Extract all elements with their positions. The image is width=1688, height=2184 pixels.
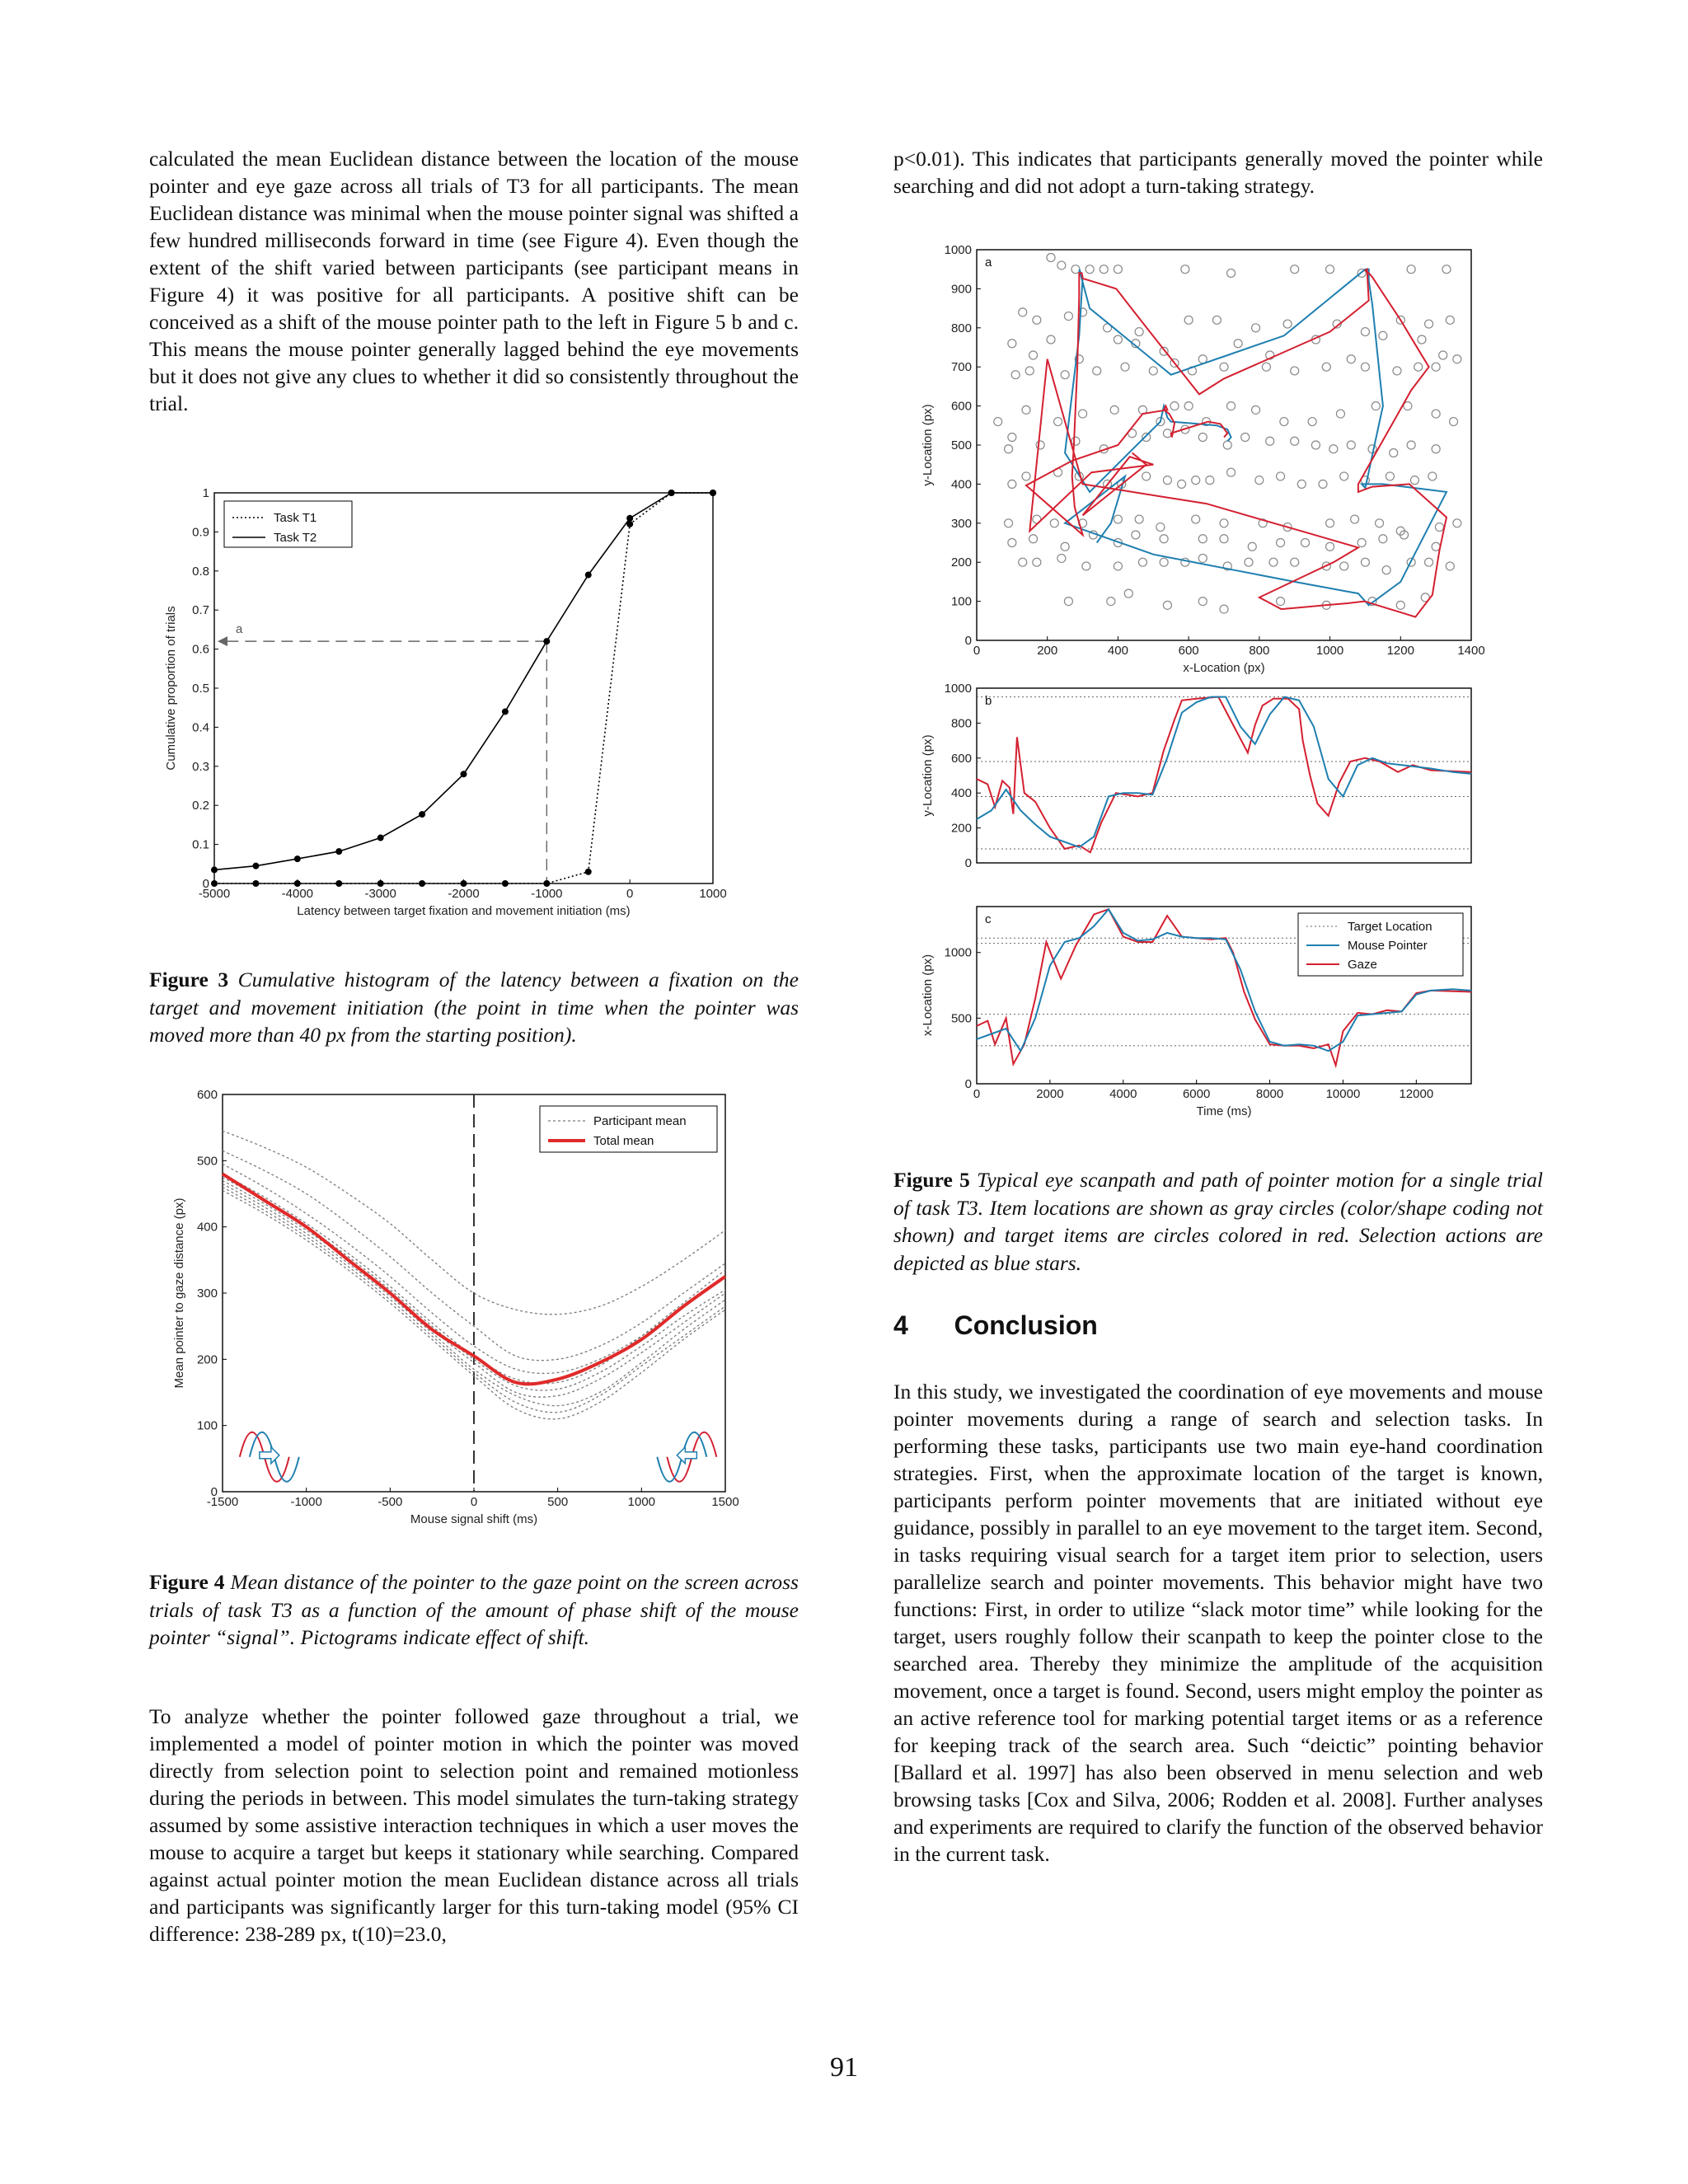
item-circle: [1019, 558, 1027, 566]
item-circle: [1446, 316, 1454, 324]
figure-5-label: Figure 5: [893, 1168, 970, 1192]
y-tick-label: 0: [964, 856, 972, 870]
y-tick-label: 400: [196, 1220, 218, 1235]
item-circle: [1227, 402, 1236, 410]
figure-5-caption: [893, 1166, 1543, 1277]
item-circle: [1033, 316, 1041, 324]
y-tick-label: 600: [950, 399, 972, 414]
item-circle: [1347, 441, 1355, 449]
x-tick-label: 1500: [711, 1495, 739, 1509]
item-circle: [1160, 558, 1168, 566]
item-circle: [1382, 566, 1390, 574]
item-circle: [1100, 265, 1108, 274]
y-tick-label: 0.9: [192, 525, 209, 540]
y-tick-label: 400: [950, 786, 972, 801]
x-tick-label: 2000: [1036, 1087, 1064, 1101]
y-tick-label: 800: [950, 716, 972, 731]
item-circle: [1336, 410, 1344, 418]
left-column-bottom: [149, 1703, 799, 1947]
item-circle: [1432, 410, 1440, 418]
item-circle: [1025, 367, 1034, 375]
item-circle: [1308, 418, 1316, 426]
y-tick-label: 1: [202, 486, 209, 500]
panel-c-label: c: [985, 912, 992, 926]
y-tick-label: 0.4: [192, 720, 209, 735]
item-circle: [1390, 448, 1398, 457]
figure-3-label: Figure 3: [149, 968, 229, 991]
item-circle: [1277, 539, 1285, 547]
data-point: [710, 490, 716, 496]
item-circle: [1223, 441, 1231, 449]
item-circle: [1149, 367, 1157, 375]
item-circle: [1396, 601, 1404, 609]
item-circle: [1351, 515, 1359, 523]
y-axis-label: x-Location (px): [921, 954, 935, 1037]
item-circle: [1192, 515, 1200, 523]
item-circle: [1170, 402, 1179, 410]
item-circle: [1156, 523, 1165, 532]
item-circle: [1029, 535, 1038, 543]
item-circle: [1184, 402, 1193, 410]
item-circle: [1347, 355, 1355, 363]
item-circle: [1372, 402, 1380, 410]
section-heading: [893, 1310, 1098, 1341]
item-circle: [1329, 445, 1338, 453]
y-tick-label: 600: [950, 751, 972, 766]
y-tick-label: 1000: [944, 945, 972, 960]
x-tick-label: 1000: [699, 887, 727, 901]
item-circle: [1022, 472, 1030, 480]
y-tick-label: 400: [950, 477, 972, 492]
y-tick-label: 500: [950, 438, 972, 452]
y-tick-label: 300: [950, 516, 972, 531]
left-paragraph-2: To analyze whether the pointer followed gaze throughout a trial, we implemented a model of pointer motion in which the pointer was moved directly from selection point to selection point and remained motionless during the periods in between. This model simulates the turn-taking strategy assumed by some assistive interaction techniques in which a user moves the mouse to acquire a target but keeps it stationary while searching. Compared against actual pointer motion the mean Euclidean distance across all trials and participants was significantly larger for this turn-taking model (95% CI difference: 238-289 px, t(10)=23.0,: [149, 1704, 799, 1946]
x-tick-label: -5000: [198, 887, 231, 901]
x-axis-label: x-Location (px): [1183, 661, 1265, 675]
y-tick-label: 0: [202, 877, 209, 891]
y-tick-label: 200: [196, 1352, 218, 1367]
item-circle: [1291, 265, 1299, 274]
x-tick-label: -1500: [206, 1495, 239, 1509]
data-point: [626, 515, 633, 522]
y-tick-label: 700: [950, 360, 972, 375]
pointer-path-a: [1065, 269, 1447, 606]
y-tick-label: 0.1: [192, 837, 209, 852]
item-circle: [1326, 519, 1334, 527]
item-circle: [1277, 598, 1285, 606]
y-tick-label: 200: [950, 555, 972, 570]
item-circle: [1206, 476, 1214, 485]
figure-5: [907, 243, 1500, 1129]
shift-pictogram-icon: [657, 1432, 716, 1482]
x-tick-label: 12000: [1399, 1087, 1434, 1101]
right-column: [893, 145, 1543, 199]
item-circle: [1061, 542, 1069, 551]
item-circle: [1071, 437, 1080, 445]
item-circle: [1407, 265, 1415, 274]
item-circle: [1291, 437, 1299, 445]
item-circle: [1418, 335, 1426, 344]
item-circle: [1432, 363, 1440, 371]
item-circle: [1361, 363, 1369, 371]
item-circle: [1439, 351, 1447, 359]
item-circle: [1252, 324, 1260, 332]
item-circle: [1064, 312, 1072, 321]
y-tick-label: 0: [210, 1485, 218, 1499]
x-tick-label: 500: [547, 1495, 569, 1509]
item-circle: [1280, 418, 1288, 426]
item-circle: [994, 418, 1002, 426]
item-circle: [1142, 434, 1151, 442]
left-column: [149, 145, 799, 417]
gaze-path-a: [1026, 269, 1447, 617]
y-tick-label: 0.2: [192, 799, 209, 813]
item-circle: [1446, 562, 1454, 570]
item-circle: [1252, 405, 1260, 414]
x-tick-label: 0: [470, 1495, 478, 1509]
item-circle: [1453, 519, 1461, 527]
y-tick-label: 0.3: [192, 759, 209, 774]
right-column-bottom: [893, 1378, 1543, 1868]
item-circle: [1008, 434, 1016, 442]
data-point: [252, 880, 259, 887]
y-tick-label: 0: [964, 634, 972, 648]
item-circle: [1432, 542, 1440, 551]
item-circle: [1008, 340, 1016, 348]
left-paragraph-1: calculated the mean Euclidean distance between the location of the mouse pointer and eye gaze across all trials of T3 for all participants. The mean Euclidean distance was minimal when the mouse pointer signal was shifted a few hundred milliseconds forward in time (see Figure 4). Even though the extent of the shift varied between participants (see participant means in Figure 4) it was positive for all participants. A positive shift can be conceived as a shift of the mouse pointer path to the left in Figure 5 b and c. This means the mouse pointer generally lagged behind the eye movements but it does not give any clues to whether it did so consistently throughout the trial.: [149, 147, 799, 415]
item-circle: [1376, 519, 1384, 527]
data-point: [377, 880, 384, 887]
item-circle: [1361, 558, 1369, 566]
item-circle: [1079, 410, 1087, 418]
data-point: [294, 855, 301, 862]
item-circle: [1255, 476, 1264, 485]
item-circle: [1301, 539, 1310, 547]
item-circle: [1407, 441, 1415, 449]
item-circle: [1442, 265, 1451, 274]
x-tick-label: 6000: [1182, 1087, 1211, 1101]
data-point: [419, 811, 425, 818]
item-circle: [1220, 363, 1228, 371]
item-circle: [1291, 367, 1299, 375]
panel-a-label: a: [985, 255, 992, 269]
item-circle: [1410, 476, 1418, 485]
item-circle: [1057, 261, 1066, 269]
series-line-task-t1: [214, 493, 713, 883]
item-circle: [1297, 480, 1306, 488]
item-circle: [1142, 472, 1151, 480]
data-point: [585, 869, 592, 875]
item-circle: [1234, 340, 1242, 348]
item-circle: [1005, 519, 1013, 527]
figure-3-caption-text: Cumulative histogram of the latency between a fixation on the target and movement initiation (the point in time when the pointer was moved more than 40 px from the starting position).: [149, 968, 799, 1047]
item-circle: [1241, 434, 1250, 442]
data-point: [502, 708, 509, 715]
y-tick-label: 0.8: [192, 564, 209, 579]
y-axis-label: y-Location (px): [921, 734, 935, 817]
y-axis-label: y-Location (px): [921, 404, 935, 486]
item-circle: [1248, 542, 1256, 551]
item-circle: [1245, 558, 1253, 566]
y-tick-label: 800: [950, 321, 972, 335]
data-point: [502, 880, 509, 887]
item-circle: [1414, 363, 1423, 371]
x-axis-label: Time (ms): [1196, 1104, 1252, 1118]
item-circle: [1121, 363, 1129, 371]
plot-frame: [977, 250, 1471, 640]
item-circle: [1047, 253, 1055, 261]
item-circle: [1093, 367, 1101, 375]
item-circle: [1220, 519, 1228, 527]
item-circle: [1386, 472, 1394, 480]
item-circle: [1198, 535, 1207, 543]
data-point: [543, 638, 550, 644]
x-tick-label: 1200: [1386, 644, 1414, 658]
item-circle: [1428, 472, 1437, 480]
item-circle: [1432, 445, 1440, 453]
item-circle: [1138, 558, 1146, 566]
item-circle: [1124, 589, 1132, 598]
y-tick-label: 0.6: [192, 642, 209, 657]
item-circle: [1019, 308, 1027, 316]
annotation-arrow: [218, 636, 227, 646]
item-circle: [1266, 437, 1274, 445]
item-circle: [1061, 371, 1069, 379]
section-title: Conclusion: [954, 1310, 1098, 1340]
data-point: [335, 848, 342, 855]
item-circle: [1326, 542, 1334, 551]
item-circle: [1220, 605, 1228, 613]
data-point: [211, 866, 218, 873]
x-tick-label: -500: [377, 1495, 403, 1509]
data-point: [335, 880, 342, 887]
y-tick-label: 500: [196, 1154, 218, 1169]
right-paragraph-2: In this study, we investigated the coordination of eye movements and mouse pointer movements during a range of search and selection tasks. In performing these tasks, participants use two main eye-hand coordination strategies. First, when the approximate location of the target is known, participants perform pointer movements that are initiated without eye guidance, possibly in parallel to an eye movement to the target item. Second, in tasks requiring visual search for a target item prior to selection, users parallelize search and pointer movements. This behavior might have two functions: First, in order to utilize “slack motor time” while looking for the target, users roughly follow their scanpath to keep the pointer close to the searched area. Thereby they minimize the amplitude of the acquisition movement, once a target is found. Second, users might employ the pointer as an active reference tool for marking potential target items or as a reference for keeping track of the search area. Such “deictic” pointing behavior [Ballard et al. 1997] has also been observed in menu selection and web browsing tasks [Cox and Silva, 2006; Rodden et al. 2008]. Further analyses and experiments are required to clarify the function of the observed behavior in the current task.: [893, 1380, 1543, 1866]
item-circle: [1008, 480, 1016, 488]
x-tick-label: 1000: [1315, 644, 1344, 658]
legend-label: Participant mean: [593, 1114, 687, 1128]
item-circle: [1220, 535, 1228, 543]
x-tick-label: -3000: [364, 887, 396, 901]
x-tick-label: 1400: [1457, 644, 1485, 658]
x-tick-label: 10000: [1325, 1087, 1361, 1101]
item-circle: [1311, 441, 1320, 449]
item-circle: [1022, 405, 1030, 414]
item-circle: [1005, 445, 1013, 453]
item-circle: [1361, 328, 1369, 336]
item-circle: [1110, 405, 1118, 414]
item-circle: [1033, 558, 1041, 566]
item-circle: [1050, 519, 1058, 527]
item-circle: [1054, 418, 1062, 426]
figure-4-caption-text: Mean distance of the pointer to the gaze point on the screen across trials of task T3 as a function of the amount of phase shift of the mouse pointer “signal”. Pictograms indicate effect of shift.: [149, 1570, 799, 1649]
item-circle: [1085, 265, 1094, 274]
item-circle: [1107, 598, 1115, 606]
data-point: [461, 771, 467, 777]
page-number: 91: [830, 2052, 858, 2083]
figure-4: [173, 1080, 750, 1533]
y-tick-label: 100: [196, 1418, 218, 1433]
figure-4-chart: [173, 1080, 750, 1533]
x-tick-label: 8000: [1255, 1087, 1284, 1101]
item-circle: [1269, 558, 1278, 566]
data-point: [543, 880, 550, 887]
data-point: [461, 880, 467, 887]
figure-3-caption: [149, 966, 799, 1049]
y-tick-label: 0.5: [192, 682, 209, 696]
figure-3: [161, 478, 738, 923]
item-circle: [1011, 371, 1020, 379]
item-circle: [1114, 562, 1122, 570]
item-circle: [1071, 265, 1080, 274]
item-circle: [1163, 476, 1171, 485]
item-circle: [1181, 265, 1189, 274]
y-axis-label: Cumulative proportion of trials: [164, 606, 178, 771]
data-point: [211, 880, 218, 887]
y-axis-label: Mean pointer to gaze distance (px): [173, 1197, 186, 1389]
figure-5-caption-text: Typical eye scanpath and path of pointer motion for a single trial of task T3. Item locations are shown as gray circles (color/shape coding not shown) and target items are circles colored in red. Selection actions are depicted as blue stars.: [893, 1168, 1543, 1275]
x-tick-label: 400: [1107, 644, 1128, 658]
item-circle: [1082, 562, 1090, 570]
x-tick-label: -1000: [531, 887, 563, 901]
x-tick-label: 0: [973, 1087, 981, 1101]
item-circle: [1340, 472, 1348, 480]
item-circle: [1227, 468, 1236, 476]
section-number: 4: [893, 1310, 908, 1340]
item-circle: [1453, 355, 1461, 363]
item-circle: [1064, 598, 1072, 606]
item-circle: [1277, 472, 1285, 480]
item-circle: [1135, 515, 1143, 523]
item-circle: [1198, 554, 1207, 562]
y-tick-label: 900: [950, 282, 972, 297]
item-circle: [1379, 331, 1387, 340]
series-line-task-t2: [214, 493, 713, 869]
item-circle: [1198, 434, 1207, 442]
item-circle: [1135, 328, 1143, 336]
data-point: [668, 490, 675, 496]
y-tick-label: 600: [196, 1088, 218, 1102]
item-circle: [1322, 363, 1330, 371]
x-axis-label: Latency between target fixation and movement initiation (ms): [297, 904, 631, 918]
data-point: [585, 572, 592, 579]
item-circle: [1425, 558, 1433, 566]
y-tick-label: 200: [950, 821, 972, 836]
item-circle: [1008, 539, 1016, 547]
item-circle: [1163, 601, 1171, 609]
item-circle: [1057, 554, 1066, 562]
x-tick-label: 200: [1037, 644, 1058, 658]
x-tick-label: -1000: [290, 1495, 322, 1509]
x-tick-label: 0: [626, 887, 634, 901]
item-circle: [1262, 363, 1270, 371]
y-tick-label: 1000: [944, 682, 972, 696]
figure-3-chart: [161, 478, 738, 923]
y-tick-label: 100: [950, 594, 972, 609]
legend-label: Gaze: [1348, 958, 1377, 972]
item-circle: [1160, 535, 1168, 543]
y-tick-label: 0.7: [192, 603, 209, 618]
y-tick-label: 300: [196, 1286, 218, 1301]
item-circle: [1029, 351, 1038, 359]
right-paragraph-1: p<0.01). This indicates that participants generally moved the pointer while searching and did not adopt a turn-taking strategy.: [893, 147, 1543, 198]
y-tick-label: 1000: [944, 243, 972, 257]
legend-label: Mouse Pointer: [1348, 939, 1428, 953]
item-circle: [1184, 316, 1193, 324]
legend-label: Task T2: [274, 531, 317, 545]
item-circle: [1132, 531, 1140, 539]
item-circle: [1227, 269, 1236, 277]
item-circle: [1178, 480, 1186, 488]
x-tick-label: 0: [973, 644, 981, 658]
item-circle: [1319, 480, 1327, 488]
item-circle: [1450, 418, 1458, 426]
item-circle: [1212, 316, 1221, 324]
x-axis-label: Mouse signal shift (ms): [410, 1512, 538, 1526]
y-tick-label: 0: [964, 1077, 972, 1091]
legend-label: Total mean: [593, 1134, 654, 1148]
item-circle: [1114, 515, 1122, 523]
data-point: [252, 863, 259, 869]
x-tick-label: 800: [1249, 644, 1270, 658]
x-tick-label: -4000: [281, 887, 314, 901]
item-circle: [1379, 535, 1387, 543]
shift-pictogram-icon: [240, 1432, 299, 1482]
data-point: [419, 880, 425, 887]
item-circle: [1114, 265, 1122, 274]
item-circle: [1198, 598, 1207, 606]
item-circle: [1283, 320, 1292, 328]
data-point: [377, 835, 384, 841]
gaze-line-b: [977, 697, 1471, 853]
item-circle: [1192, 476, 1200, 485]
item-circle: [1340, 562, 1348, 570]
panel-b-label: b: [985, 694, 992, 708]
item-circle: [1425, 320, 1433, 328]
item-circle: [1393, 367, 1401, 375]
plot-frame: [214, 493, 713, 883]
figure-4-label: Figure 4: [149, 1570, 225, 1594]
item-circle: [1114, 335, 1122, 344]
annotation-label: a: [236, 622, 243, 637]
item-circle: [1047, 335, 1055, 344]
x-tick-label: -2000: [448, 887, 480, 901]
data-point: [294, 880, 301, 887]
item-circle: [1291, 558, 1299, 566]
x-tick-label: 1000: [627, 1495, 656, 1509]
legend-label: Target Location: [1348, 920, 1432, 934]
legend-label: Task T1: [274, 511, 317, 525]
y-tick-label: 500: [950, 1011, 972, 1026]
x-tick-label: 4000: [1109, 1087, 1137, 1101]
item-circle: [1326, 265, 1334, 274]
figure-4-caption: [149, 1568, 799, 1652]
item-circle: [1435, 523, 1443, 532]
x-tick-label: 600: [1178, 644, 1199, 658]
item-circle: [1357, 539, 1366, 547]
figure-5-chart: [907, 243, 1500, 1129]
